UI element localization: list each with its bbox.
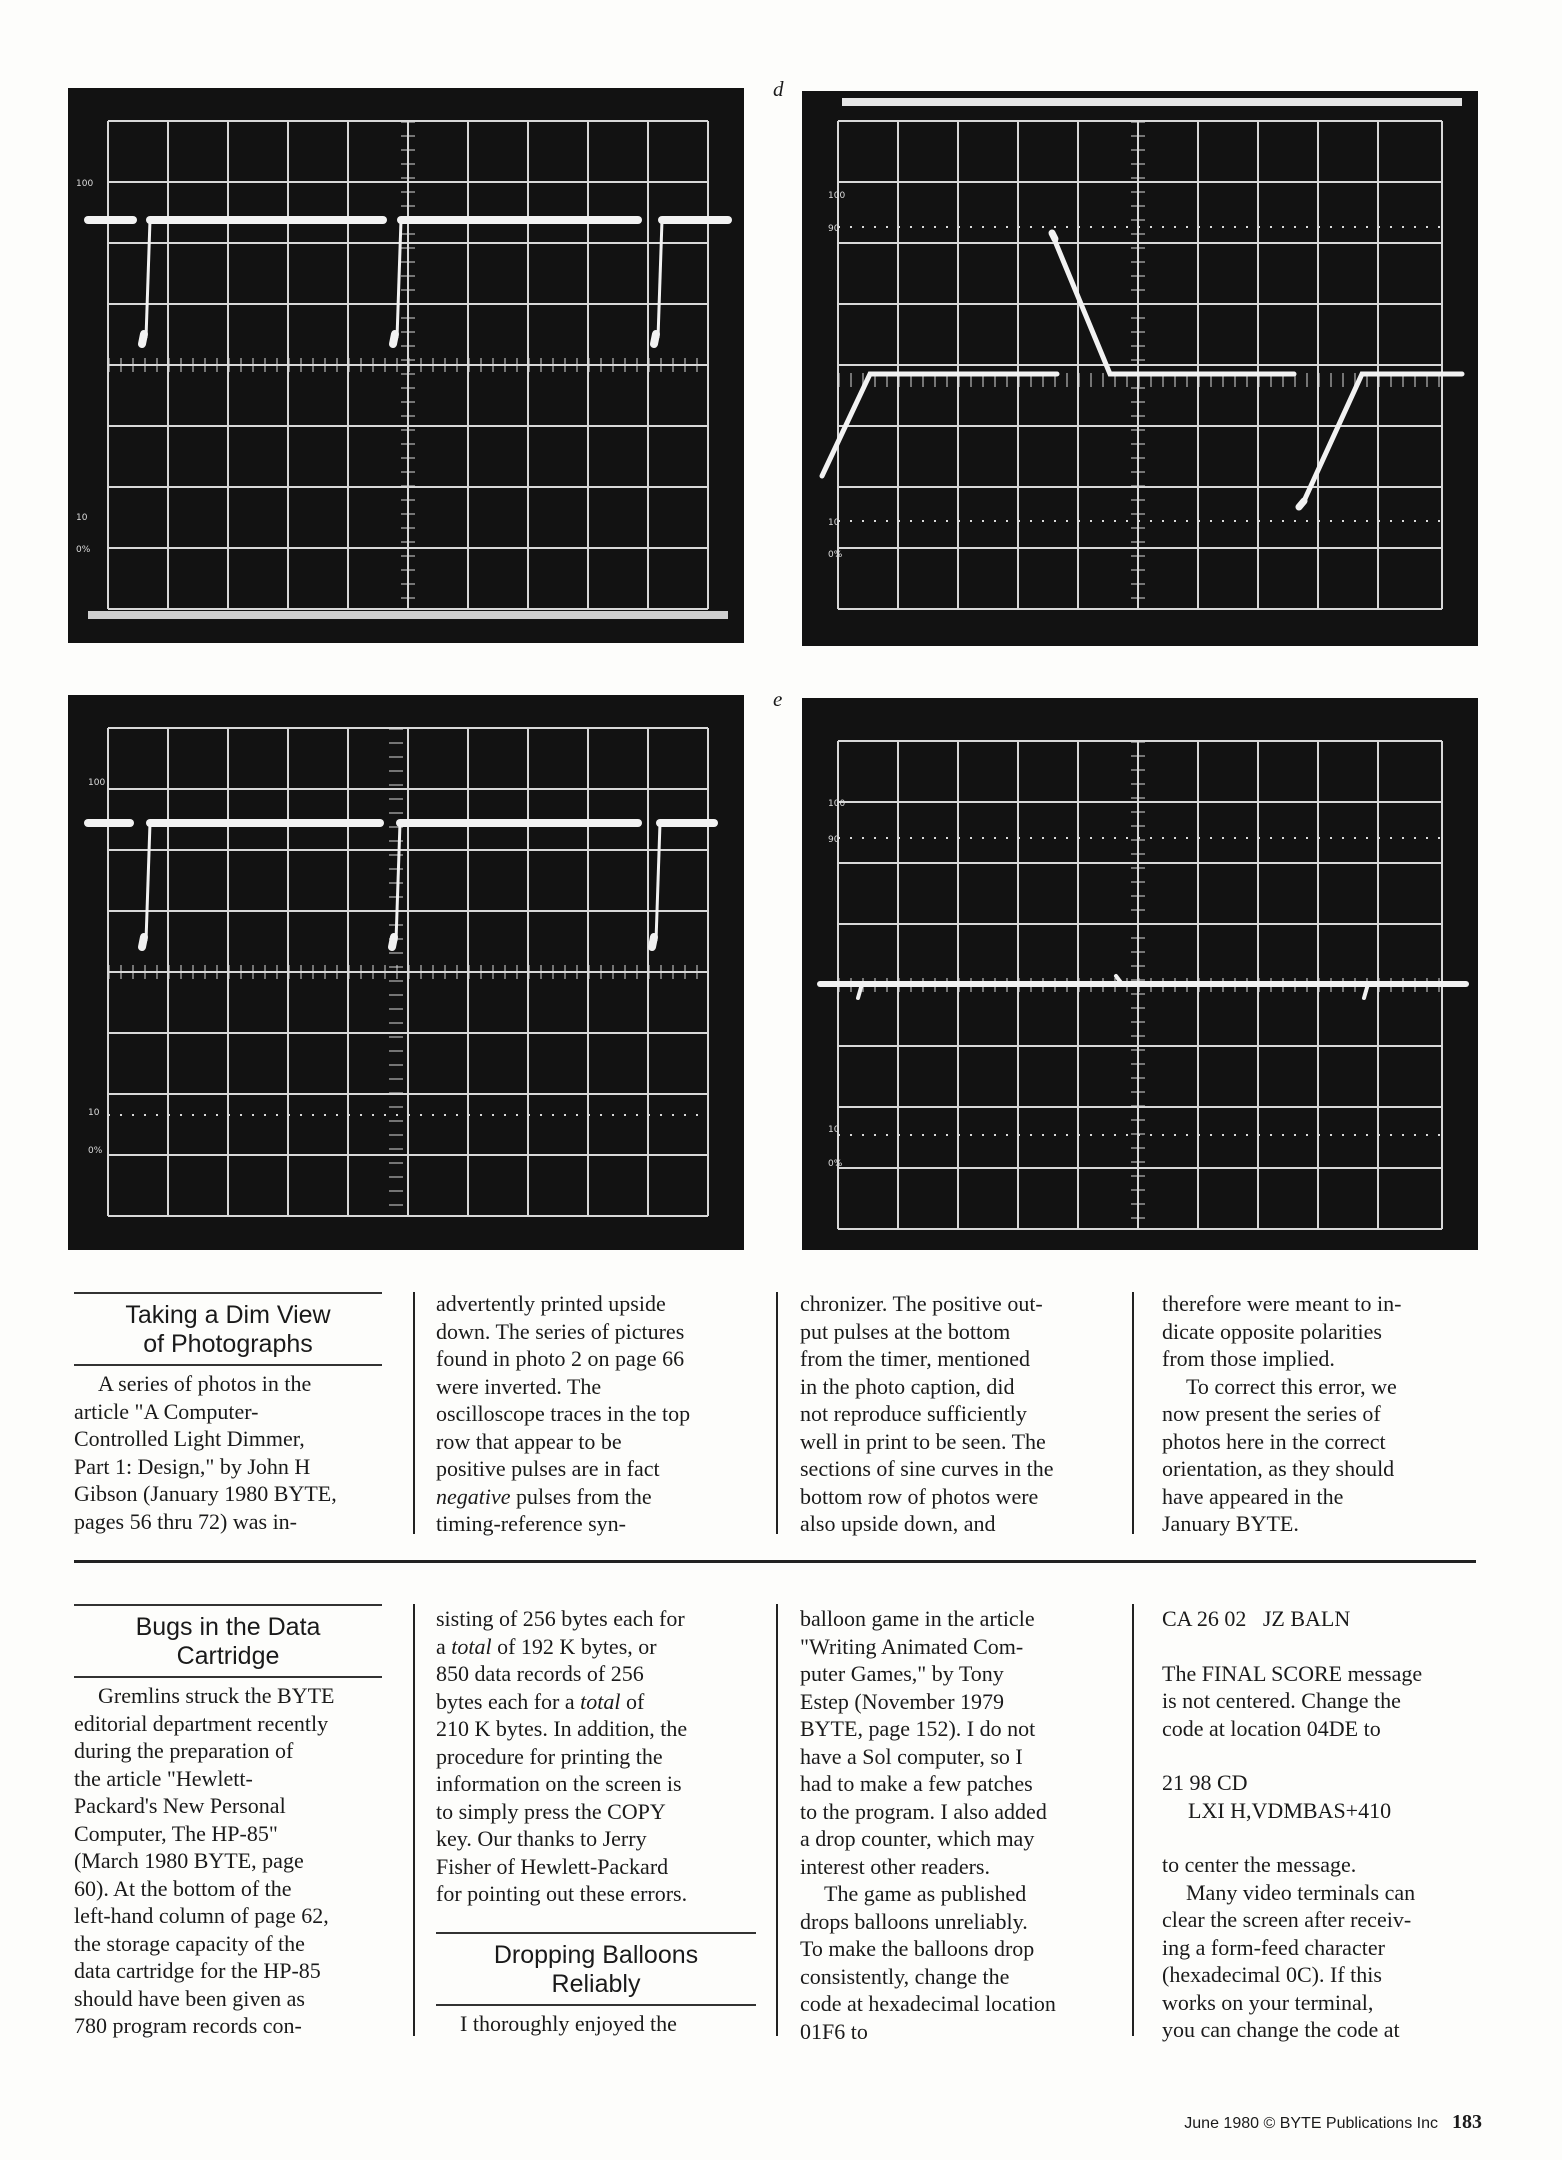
text-line: put pulses at the bottom (800, 1318, 1011, 1344)
scope-photo-bottom-right (802, 698, 1478, 1250)
column-rule (413, 1292, 415, 1534)
text-line: Part 1: Design," by John H (74, 1453, 311, 1479)
emphasis-total: total (580, 1688, 621, 1714)
heading-line: Taking a Dim View (125, 1301, 331, 1329)
text-line: 780 program records con- (74, 2013, 302, 2038)
text-line: 60). At the bottom of the (74, 1875, 292, 1901)
column-4-bottom (1162, 1605, 1476, 2044)
column-3-bottom (800, 1605, 1120, 2045)
code-line: 21 98 CD (1162, 1770, 1248, 1795)
text-line: information on the screen is (436, 1771, 682, 1796)
column-rule (776, 1292, 778, 1534)
text-line: therefore were meant to in- (1162, 1291, 1402, 1316)
text-line: pages 56 thru 72) was in- (74, 1508, 298, 1534)
text-line: also upside down, and (800, 1511, 996, 1536)
code-line: CA 26 02 JZ BALN (1162, 1606, 1351, 1631)
spacer (1162, 1824, 1476, 1851)
text-line: Estep (November 1979 (800, 1688, 1005, 1714)
svg-text:90: 90 (828, 224, 840, 234)
text-line: now present the series of (1162, 1401, 1381, 1426)
column-1-top (74, 1292, 382, 1535)
text-line: found in photo 2 on page 66 (436, 1346, 685, 1371)
emphasis-total: total (451, 1633, 492, 1659)
text-line: 210 K bytes. In addition, the (436, 1716, 688, 1741)
text-line: the article "Hewlett- (74, 1765, 253, 1791)
svg-text:90: 90 (828, 835, 840, 845)
svg-text:10: 10 (76, 513, 88, 523)
heading-line: Cartridge (176, 1642, 280, 1670)
text-fragment: pulses from the (510, 1483, 652, 1509)
svg-text:100: 100 (76, 179, 94, 189)
column-rule (1132, 1604, 1134, 2036)
text-line: key. Our thanks to Jerry (436, 1826, 647, 1851)
oscilloscope-trace-ramp (802, 91, 1478, 646)
text-line: orientation, as they should (1162, 1456, 1395, 1481)
text-line: The FINAL SCORE message (1162, 1660, 1423, 1686)
text-line: Packard's New Personal (74, 1793, 286, 1818)
text-line: 850 data records of 256 (436, 1661, 644, 1686)
svg-text:10: 10 (828, 518, 840, 528)
page-number: 183 (1452, 2111, 1482, 2133)
text-line: Gremlins struck the BYTE (98, 1683, 335, 1708)
column-1-bottom (74, 1604, 382, 2040)
svg-text:10: 10 (828, 1125, 840, 1135)
text-line: article "A Computer- (74, 1398, 259, 1424)
text-fragment: of (620, 1688, 645, 1714)
text-line: code at location 04DE to (1162, 1715, 1381, 1741)
emphasis-negative: negative (436, 1483, 511, 1509)
text-line: to simply press the COPY (436, 1798, 666, 1824)
svg-text:100: 100 (828, 191, 846, 201)
svg-text:0%: 0% (828, 1159, 843, 1169)
text-line: code at hexadecimal location (800, 1991, 1056, 2016)
text-line: January BYTE. (1162, 1511, 1299, 1536)
text-line: Controlled Light Dimmer, (74, 1426, 305, 1451)
svg-text:0%: 0% (88, 1146, 103, 1156)
column-3-top (800, 1290, 1116, 1538)
heading-line: Bugs in the Data (135, 1613, 321, 1641)
text-line: To make the balloons drop (800, 1936, 1035, 1961)
column-2-bottom (436, 1605, 756, 2037)
photo-letter-e: e (773, 687, 783, 711)
scope-photo-top-left (68, 88, 744, 643)
text-fragment: a (436, 1633, 452, 1659)
text-line: "Writing Animated Com- (800, 1633, 1024, 1659)
text-line: works on your terminal, (1162, 1989, 1374, 2015)
text-line: positive pulses are in fact (436, 1456, 660, 1481)
footer-credit: June 1980 © BYTE Publications Inc (1184, 2115, 1438, 2132)
code-line: LXI H,VDMBAS+410 (1188, 1797, 1392, 1823)
svg-text:0%: 0% (76, 545, 91, 555)
text-line: not reproduce sufficiently (800, 1401, 1027, 1426)
text-line: (hexadecimal 0C). If this (1162, 1962, 1382, 1987)
text-line: should have been given as (74, 1985, 305, 2011)
text-line: BYTE, page 152). I do not (800, 1716, 1036, 1741)
text-line: Gibson (January 1980 BYTE, (74, 1481, 337, 1506)
text-line: timing-reference syn- (436, 1511, 626, 1536)
heading-line: Reliably (551, 1969, 641, 1998)
text-line: Fisher of Hewlett-Packard (436, 1853, 669, 1879)
text-line: editorial department recently (74, 1710, 329, 1736)
text-line: chronizer. The positive out- (800, 1291, 1043, 1316)
text-line: oscilloscope traces in the top (436, 1401, 691, 1426)
text-line (436, 1633, 756, 1661)
text-line: ing a form-feed character (1162, 1934, 1385, 1960)
oscilloscope-trace-square-pulses (68, 88, 744, 643)
text-line: 01F6 to (800, 2018, 868, 2044)
column-4-top (1162, 1290, 1476, 1538)
text-line: The game as published (824, 1881, 1027, 1906)
text-line: I thoroughly enjoyed the (460, 2010, 677, 2036)
heading-line: Dropping Balloons (493, 1940, 699, 1969)
text-line: advertently printed upside (436, 1291, 666, 1316)
text-line: (March 1980 BYTE, page (74, 1848, 304, 1873)
heading-dim-view (74, 1292, 382, 1366)
svg-text:100: 100 (88, 778, 106, 788)
scope-photo-top-right (802, 91, 1478, 646)
text-fragment: bytes each for a (436, 1688, 581, 1714)
text-line: Computer, The HP-85" (74, 1820, 278, 1846)
text-line: balloon game in the article (800, 1606, 1035, 1631)
text-line: from those implied. (1162, 1346, 1335, 1371)
text-line: consistently, change the (800, 1963, 1010, 1989)
oscilloscope-trace-square-pulses (68, 695, 744, 1250)
text-line: a drop counter, which may (800, 1826, 1035, 1851)
photo-letter-d: d (773, 77, 784, 101)
text-line: were inverted. The (436, 1373, 602, 1399)
text-line: bottom row of photos were (800, 1483, 1039, 1509)
text-line (436, 1483, 754, 1511)
column-rule (413, 1604, 415, 2036)
text-line: you can change the code at (1162, 2017, 1400, 2042)
text-line: to the program. I also added (800, 1798, 1047, 1824)
svg-text:100: 100 (828, 799, 846, 809)
text-line: is not centered. Change the (1162, 1688, 1401, 1713)
text-line: row that appear to be (436, 1428, 622, 1454)
text-line: have appeared in the (1162, 1483, 1344, 1509)
text-line: sisting of 256 bytes each for (436, 1606, 685, 1631)
text-line: interest other readers. (800, 1853, 990, 1879)
spacer (1162, 1742, 1476, 1769)
text-line: data cartridge for the HP-85 (74, 1958, 321, 1983)
text-line: in the photo caption, did (800, 1373, 1015, 1399)
spacer (1162, 1633, 1476, 1660)
text-line: A series of photos in the (98, 1371, 312, 1396)
text-line: puter Games," by Tony (800, 1661, 1004, 1686)
text-line: from the timer, mentioned (800, 1346, 1031, 1371)
svg-text:0%: 0% (828, 550, 843, 560)
text-line: photos here in the correct (1162, 1428, 1386, 1454)
scope-photo-bottom-left (68, 695, 744, 1250)
column-rule (776, 1604, 778, 2036)
heading-dropping-balloons (436, 1932, 756, 2006)
column-2-top (436, 1290, 754, 1538)
text-line: dicate opposite polarities (1162, 1318, 1382, 1344)
text-line: clear the screen after receiv- (1162, 1907, 1412, 1932)
text-line: To correct this error, we (1186, 1373, 1397, 1399)
text-line (436, 1688, 756, 1716)
text-line: drops balloons unreliably. (800, 1908, 1028, 1934)
text-line: to center the message. (1162, 1852, 1357, 1877)
text-line: procedure for printing the (436, 1743, 663, 1769)
text-line: sections of sine curves in the (800, 1456, 1054, 1481)
text-line: well in print to be seen. The (800, 1428, 1046, 1454)
column-rule (1132, 1292, 1134, 1534)
text-line: have a Sol computer, so I (800, 1743, 1023, 1769)
page-footer (1184, 2111, 1482, 2134)
text-line: down. The series of pictures (436, 1318, 685, 1344)
oscilloscope-trace-flat-line (802, 698, 1478, 1250)
section-divider (74, 1560, 1476, 1563)
text-line: the storage capacity of the (74, 1930, 305, 1956)
text-line: had to make a few patches (800, 1771, 1033, 1796)
heading-bugs-data-cartridge (74, 1604, 382, 1678)
svg-text:10: 10 (88, 1108, 100, 1118)
text-line: during the preparation of (74, 1738, 294, 1763)
heading-line: of Photographs (143, 1330, 313, 1358)
text-line: for pointing out these errors. (436, 1881, 688, 1906)
text-fragment: of 192 K bytes, or (491, 1633, 657, 1659)
text-line: left-hand column of page 62, (74, 1903, 329, 1928)
text-line: Many video terminals can (1186, 1879, 1416, 1905)
